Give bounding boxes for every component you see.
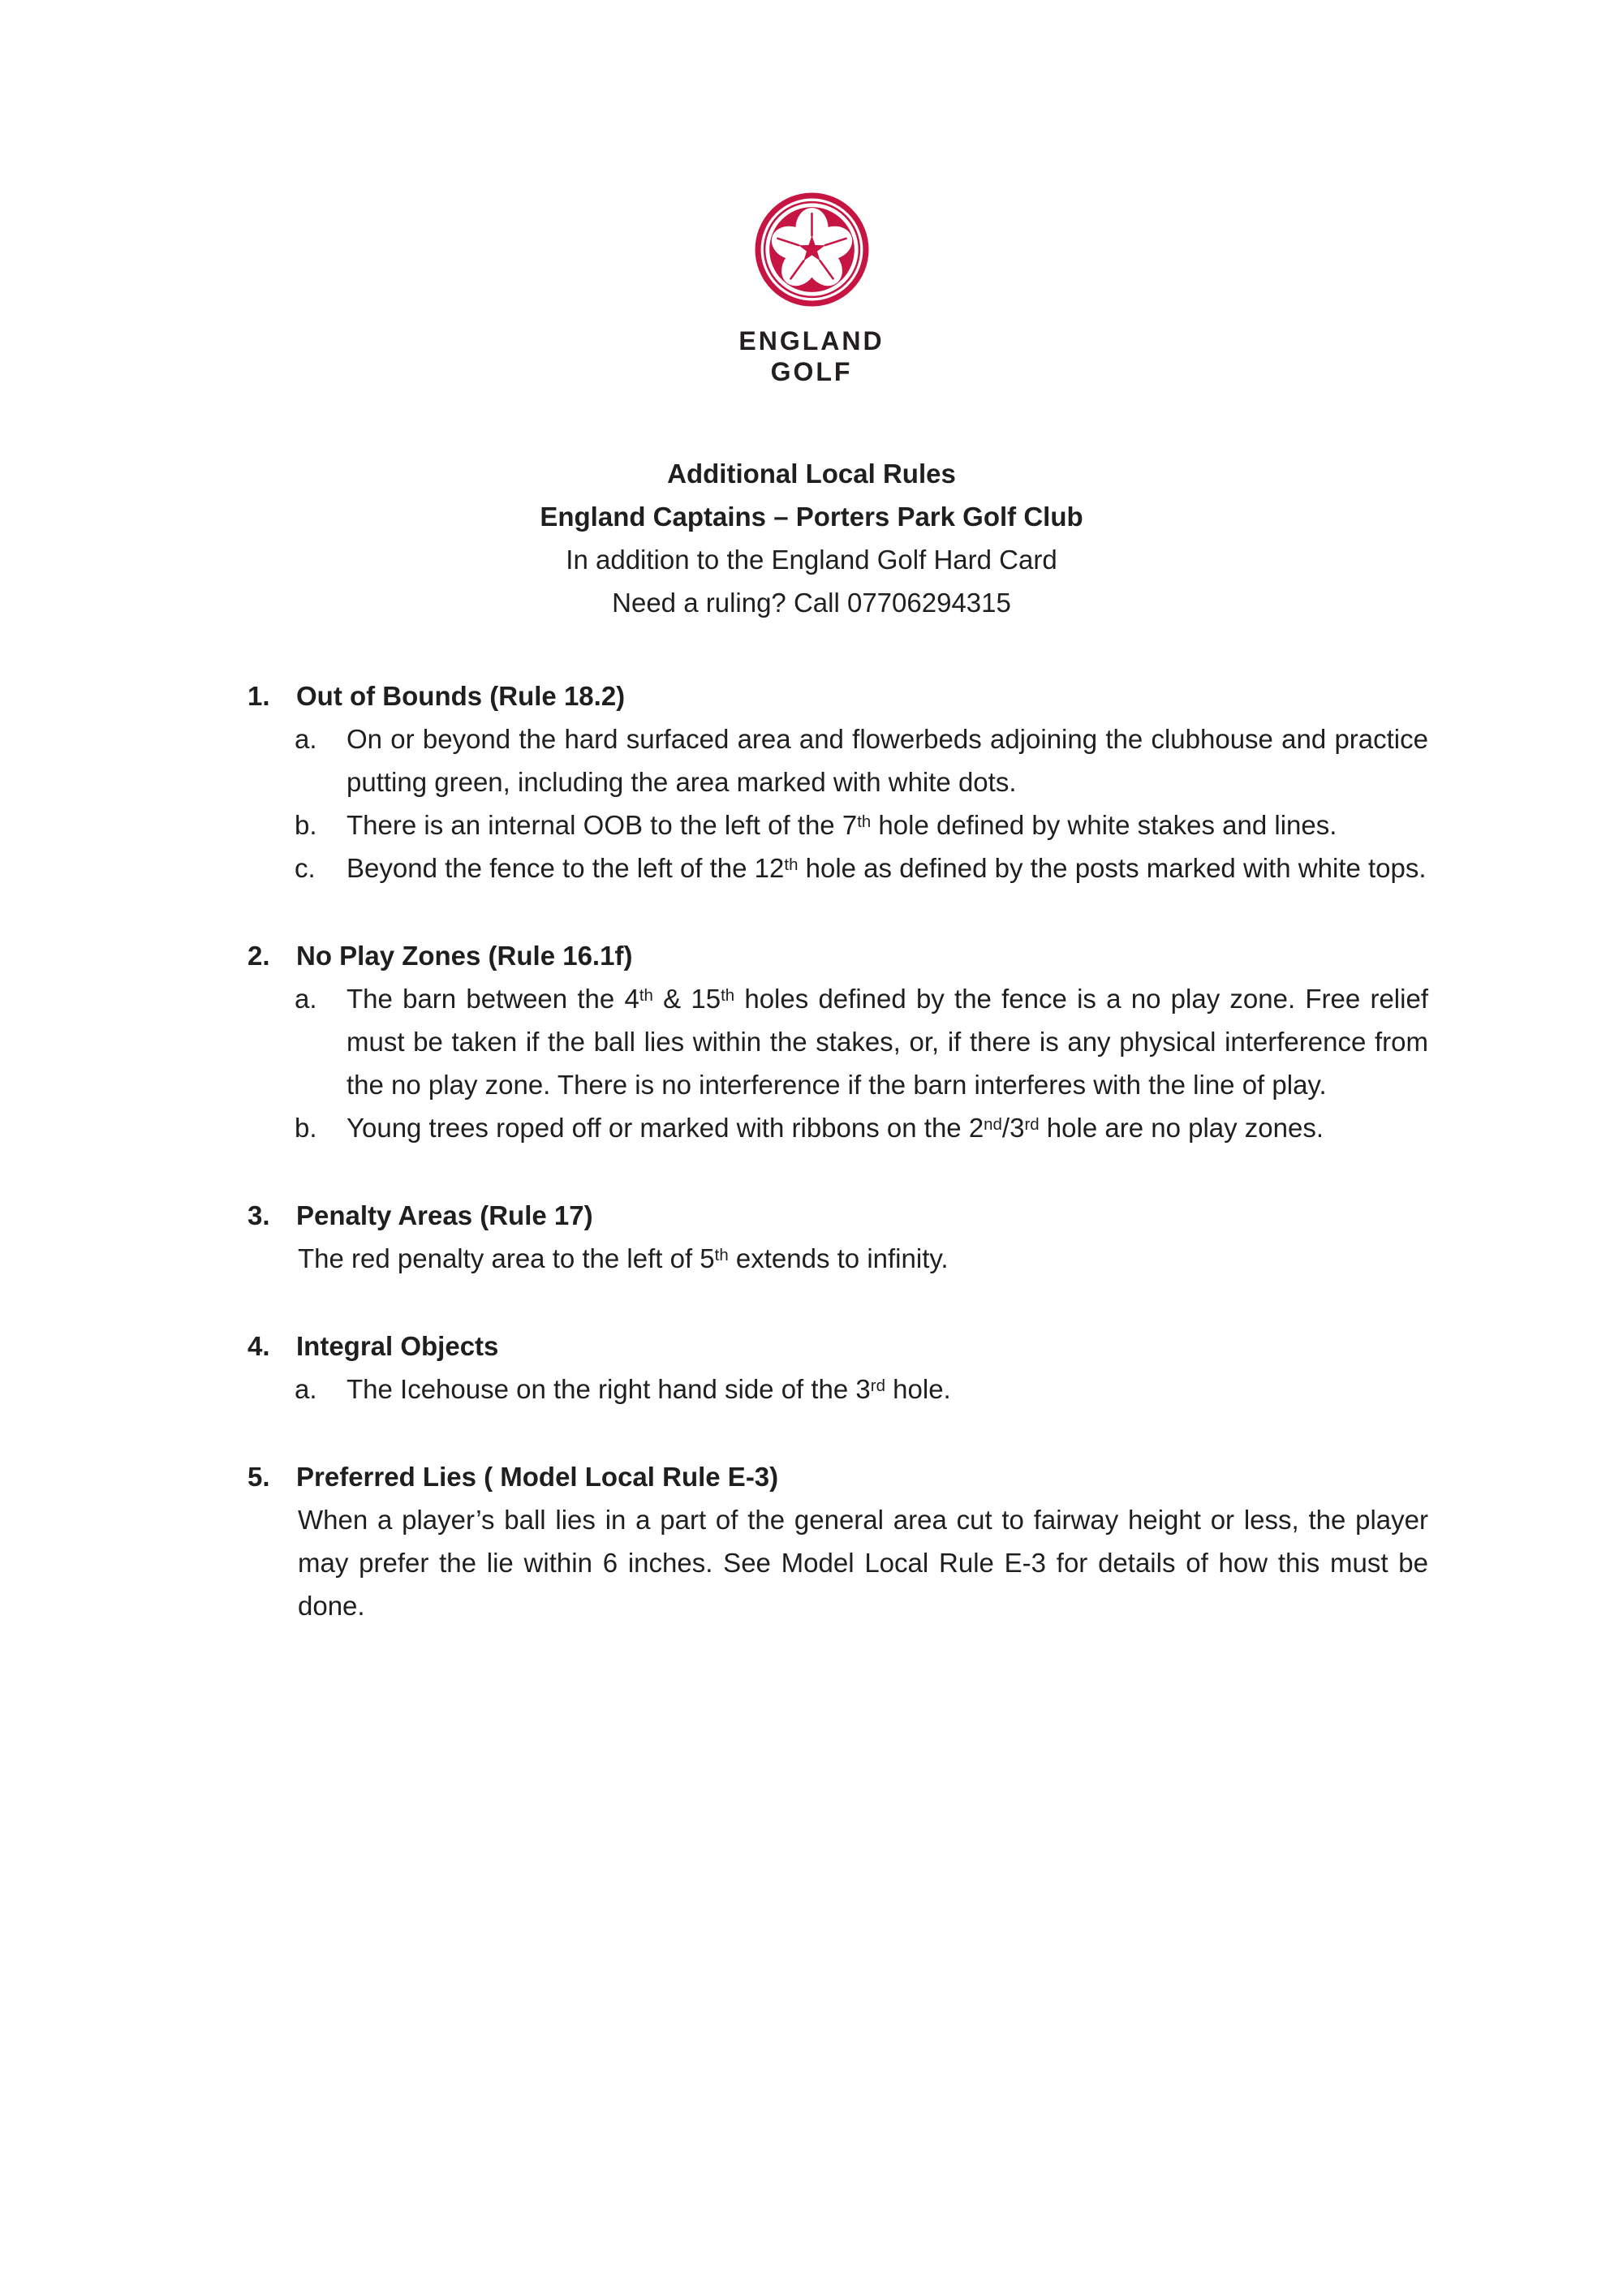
- sub-item-text: There is an internal OOB to the left of the 7th hole defined by white stakes and lines.: [347, 810, 1337, 840]
- document-subtitle: England Captains – Porters Park Golf Club: [540, 502, 1083, 532]
- sub-item-text: The Icehouse on the right hand side of the 3rd hole.: [347, 1374, 951, 1404]
- document-title: Additional Local Rules: [667, 459, 956, 489]
- rule-title: Integral Objects: [296, 1331, 499, 1361]
- brand-wordmark: [0, 325, 1623, 387]
- rule-sub-items: [248, 717, 1428, 890]
- rule-heading-row: [248, 1325, 1428, 1368]
- rule-sub-items: [248, 1368, 1428, 1411]
- sub-item-letter: a.: [295, 724, 317, 754]
- rule-section: [248, 1194, 1428, 1280]
- rule-heading-row: [248, 674, 1428, 717]
- rule-number: 1.: [248, 681, 270, 711]
- document-title-block: [0, 452, 1623, 624]
- sub-item-letter: a.: [295, 984, 317, 1014]
- rule-number: 2.: [248, 941, 270, 971]
- rule-section: [248, 1325, 1428, 1411]
- rule-body-text: The red penalty area to the left of 5th extends to infinity.: [298, 1243, 949, 1273]
- rule-section: [248, 934, 1428, 1149]
- sub-item-text: On or beyond the hard surfaced area and flowerbeds adjoining the clubhouse and practice putting green, including the area marked with white dots.: [347, 724, 1428, 797]
- document-note: In addition to the England Golf Hard Card: [566, 545, 1057, 575]
- rule-title: No Play Zones (Rule 16.1f): [296, 941, 633, 971]
- rule-title: Penalty Areas (Rule 17): [296, 1200, 593, 1230]
- rule-heading-row: [248, 1455, 1428, 1498]
- ruling-contact: Need a ruling? Call 07706294315: [612, 588, 1011, 618]
- rule-sub-item: [248, 1368, 1428, 1411]
- sub-item-text: Young trees roped off or marked with ribbons on the 2nd/3rd hole are no play zones.: [347, 1113, 1324, 1143]
- rule-sub-item: [248, 803, 1428, 846]
- rule-title: Preferred Lies ( Model Local Rule E-3): [296, 1462, 779, 1492]
- sub-item-letter: c.: [295, 853, 316, 883]
- sub-item-text: Beyond the fence to the left of the 12th hole as defined by the posts marked with white tops.: [347, 853, 1427, 883]
- sub-item-text: The barn between the 4th & 15th holes defined by the fence is a no play zone. Free relief must be taken if the ball lies within the stakes, or, if there is any physical interference from the no play zone. There is no interference if the barn interferes with the line of play.: [347, 984, 1428, 1100]
- rule-heading-row: [248, 934, 1428, 977]
- rule-sub-item: [248, 717, 1428, 803]
- rule-number: 5.: [248, 1462, 270, 1492]
- rule-section: [248, 674, 1428, 890]
- rule-number: 4.: [248, 1331, 270, 1361]
- rule-heading-row: [248, 1194, 1428, 1237]
- rule-body-text: When a player’s ball lies in a part of the general area cut to fairway height or less, the player may prefer the lie within 6 inches. See Model Local Rule E-3 for details of how this must be done.: [298, 1505, 1428, 1621]
- rule-number: 3.: [248, 1200, 270, 1230]
- rule-section: [248, 1455, 1428, 1627]
- rule-sub-item: [248, 1106, 1428, 1149]
- brand-line-england: ENGLAND: [738, 326, 885, 355]
- rule-title: Out of Bounds (Rule 18.2): [296, 681, 626, 711]
- rule-sub-item: [248, 977, 1428, 1106]
- england-golf-rose-icon: [755, 192, 869, 307]
- sub-item-letter: b.: [295, 810, 317, 840]
- rules-list: [248, 674, 1428, 1627]
- rule-sub-item: [248, 846, 1428, 890]
- sub-item-letter: b.: [295, 1113, 317, 1143]
- brand-line-golf: GOLF: [770, 357, 853, 386]
- england-golf-logo: [0, 0, 1623, 387]
- rule-sub-items: [248, 977, 1428, 1149]
- sub-item-letter: a.: [295, 1374, 317, 1404]
